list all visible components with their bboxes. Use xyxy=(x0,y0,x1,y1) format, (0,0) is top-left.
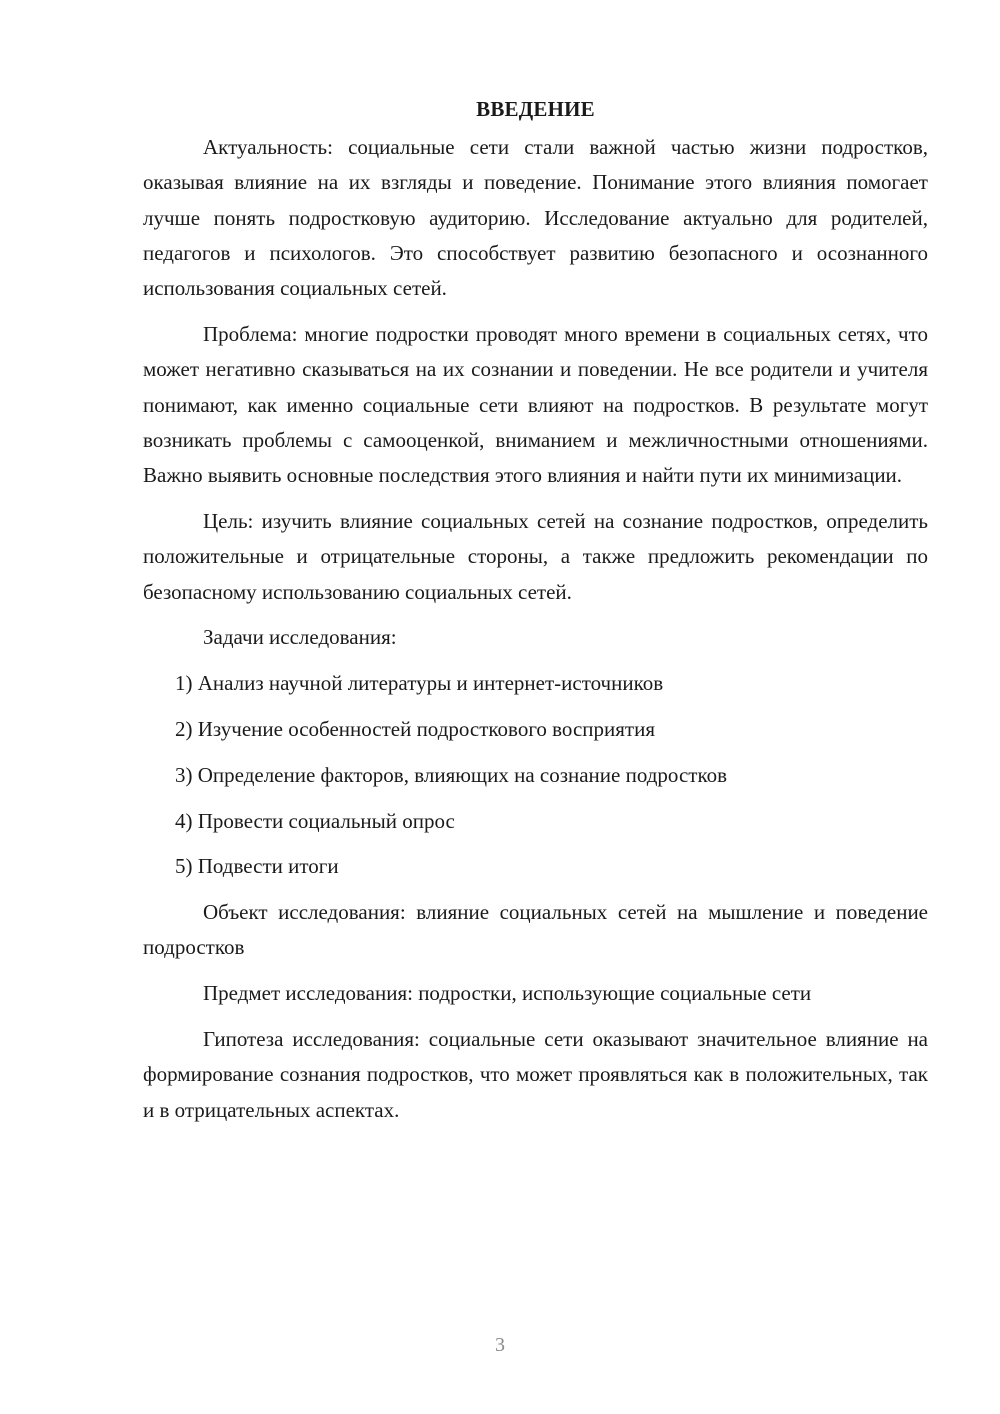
list-item: 5) Подвести итоги xyxy=(175,854,339,879)
tasks-list xyxy=(143,666,928,884)
tasks-heading: Задачи исследования: xyxy=(203,625,397,650)
paragraph-object: Объект исследования: влияние социальных сетей на мышление и поведение подростков xyxy=(143,900,928,960)
paragraph-goal: Цель: изучить влияние социальных сетей на сознание подростков, определить положительные и отрицательные стороны, а также предложить рекомендации по безопасному использованию социальных сетей. xyxy=(143,508,928,604)
paragraph-problem: Проблема: многие подростки проводят много времени в социальных сетях, что может негативно сказываться на их сознании и поведении. Не все родители и учителя понимают, как именно социальные сети влияют на подростков. В результате могут возникать проблемы с самооценкой, вниманием и межличностными отношениями. Важно выявить основные последствия этого влияния и найти пути их минимизации. xyxy=(143,321,928,488)
list-item: 2) Изучение особенностей подросткового восприятия xyxy=(175,716,655,741)
list-item: 3) Определение факторов, влияющих на сознание подростков xyxy=(175,762,727,787)
paragraph-subject: Предмет исследования: подростки, использующие социальные сети xyxy=(203,981,812,1006)
section-heading: ВВЕДЕНИЕ xyxy=(476,97,595,121)
paragraph-hypothesis: Гипотеза исследования: социальные сети оказывают значительное влияние на формирование сознания подростков, что может проявляться как в положительных, так и в отрицательных аспектах. xyxy=(143,1027,928,1122)
list-item: 4) Провести социальный опрос xyxy=(175,808,455,833)
paragraph-relevance: Актуальность: социальные сети стали важной частью жизни подростков, оказывая влияние на их взгляды и поведение. Понимание этого влияния помогает лучше понять подростковую аудиторию. Исследование актуально для родителей, педагогов и психологов. Это способствует развитию безопасного и осознанного использования социальных сетей. xyxy=(143,135,928,301)
page-number: 3 xyxy=(495,1334,505,1356)
list-item: 1) Анализ научной литературы и интернет-источников xyxy=(175,671,664,696)
page-content xyxy=(143,92,928,1138)
